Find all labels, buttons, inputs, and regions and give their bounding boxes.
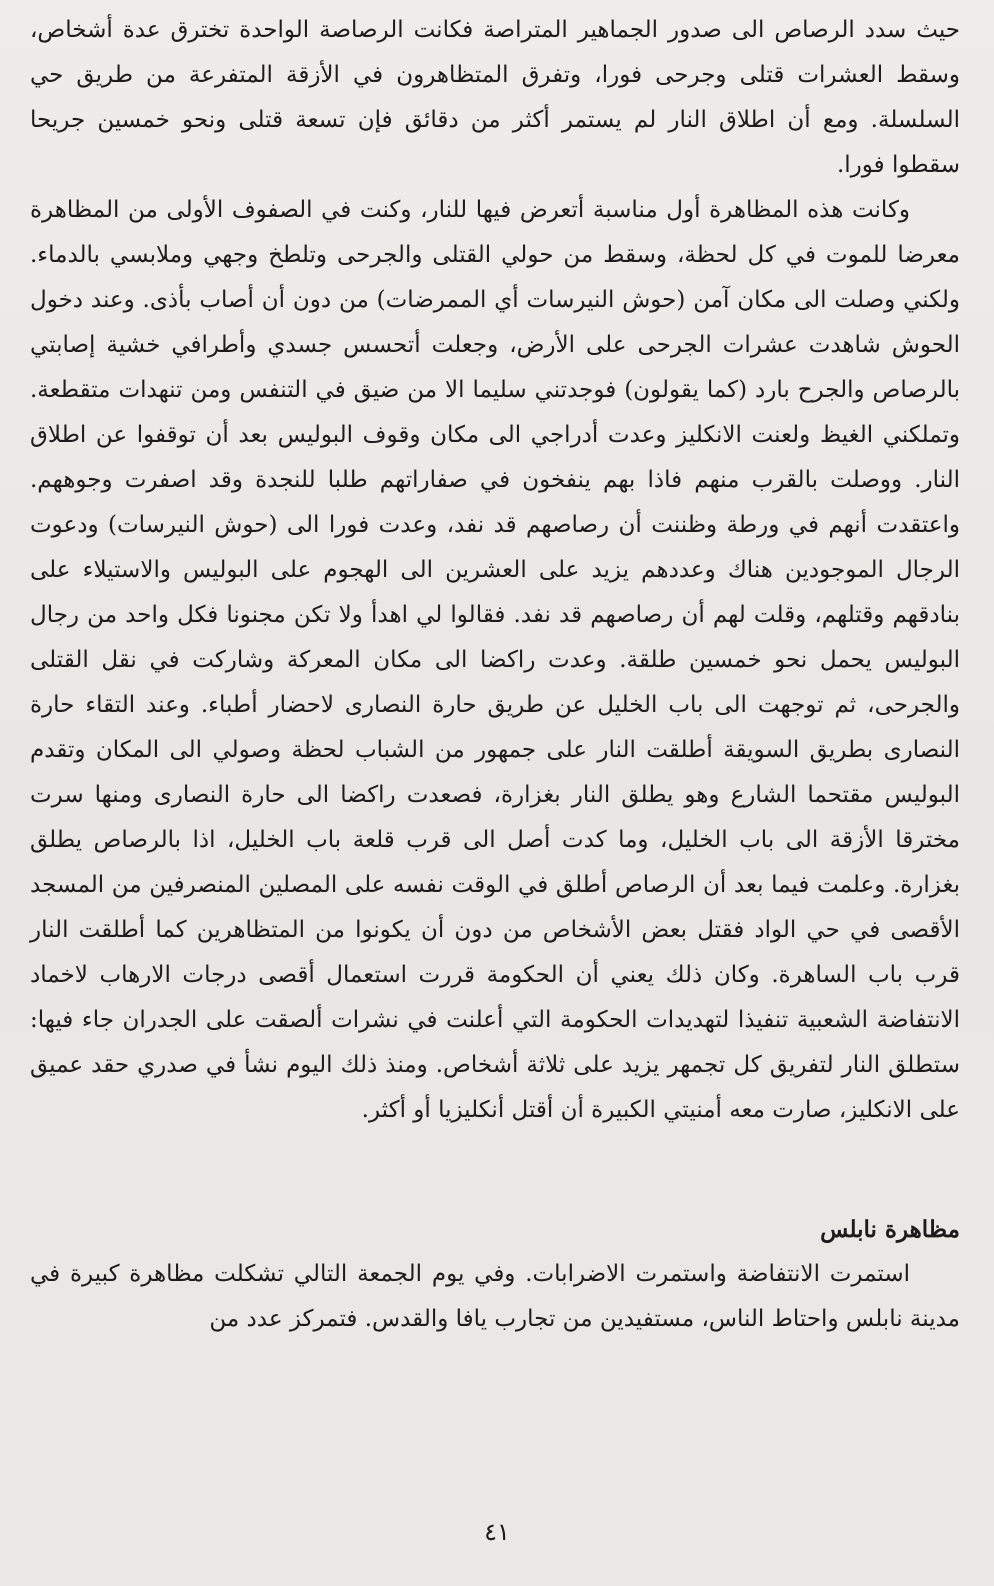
section-heading: مظاهرة نابلس: [820, 1216, 960, 1243]
page-text: [30, 8, 960, 1342]
paragraph-1: حيث سدد الرصاص الى صدور الجماهير المتراصة فكانت الرصاصة الواحدة تخترق عدة أشخاص، وسقط العشرات قتلى وجرحى فورا، وتفرق المتظاهرون في الأزقة المتفرعة من طريق حي السلسلة. ومع أن اطلاق النار لم يستمر أكثر من دقائق فإن تسعة قتلى ونحو خمسين جريحا سقطوا فورا.: [30, 17, 960, 178]
paragraph-2: وكانت هذه المظاهرة أول مناسبة أتعرض فيها للنار، وكنت في الصفوف الأولى من المظاهرة معرضا للموت في كل لحظة، وسقط من حولي القتلى والجرحى وتلطخ وجهي وملابسي بالدماء. ولكني وصلت الى مكان آمن (حوش النيرسات أي الممرضات) من دون أن أصاب بأذى. وعند دخول الحوش شاهدت عشرات الجرحى على الأرض، وجعلت أتحسس جسدي وأطرافي خشية إصابتي بالرصاص والجرح بارد (كما يقولون) فوجدتني سليما الا من ضيق في التنفس ومن تنهدات متقطعة. وتملكني الغيظ ولعنت الانكليز وعدت أدراجي الى مكان وقوف البوليس بعد أن توقفوا عن اطلاق النار. ووصلت بالقرب منهم فاذا بهم ينفخون في صفاراتهم طلبا للنجدة وقد اصفرت وجوههم. واعتقدت أنهم في ورطة وظننت أن رصاصهم قد نفد، وعدت فورا الى (حوش النيرسات) ودعوت الرجال الموجودين هناك وعددهم يزيد على العشرين الى الهجوم على البوليس والاستيلاء على بنادقهم وقتلهم، وقلت لهم أن رصاصهم قد نفد. فقالوا لي اهدأ ولا تكن مجنونا فكل واحد من رجال البوليس يحمل نحو خمسين طلقة. وعدت راكضا الى مكان المعركة وشاركت في نقل القتلى والجرحى، ثم توجهت الى باب الخليل عن طريق حارة النصارى لاحضار أطباء. وعند التقاء حارة النصارى بطريق السويقة أطلقت النار على جمهور من الشباب لحظة وصولي الى المكان وتقدم البوليس مقتحما الشارع وهو يطلق النار بغزارة، فصعدت راكضا الى حارة النصارى ومنها سرت مخترقا الأزقة الى باب الخليل، وما كدت أصل الى قرب قلعة باب الخليل، اذا بالرصاص يطلق بغزارة. وعلمت فيما بعد أن الرصاص أطلق في الوقت نفسه على المصلين المنصرفين من المسجد الأقصى في حي الواد فقتل بعض الأشخاص من دون أن يكونوا من المتظاهرين كما أطلقت النار قرب باب الساهرة. وكان ذلك يعني أن الحكومة قررت استعمال أقصى درجات الارهاب لاخماد الانتفاضة الشعبية تنفيذا لتهديدات الحكومة التي أعلنت في نشرات ألصقت على الجدران جاء فيها: ستطلق النار لتفريق كل تجمهر يزيد على ثلاثة أشخاص. ومنذ ذلك اليوم نشأ في صدري حقد عميق على الانكليز، صارت معه أمنيتي الكبيرة أن أقتل أنكليزيا أو أكثر.: [30, 197, 960, 1123]
paragraph-3: استمرت الانتفاضة واستمرت الاضرابات. وفي يوم الجمعة التالي تشكلت مظاهرة كبيرة في مدينة نابلس واحتاط الناس، مستفيدين من تجارب يافا والقدس. فتمركز عدد من: [30, 1261, 960, 1332]
page-number: ٤١: [484, 1518, 510, 1546]
